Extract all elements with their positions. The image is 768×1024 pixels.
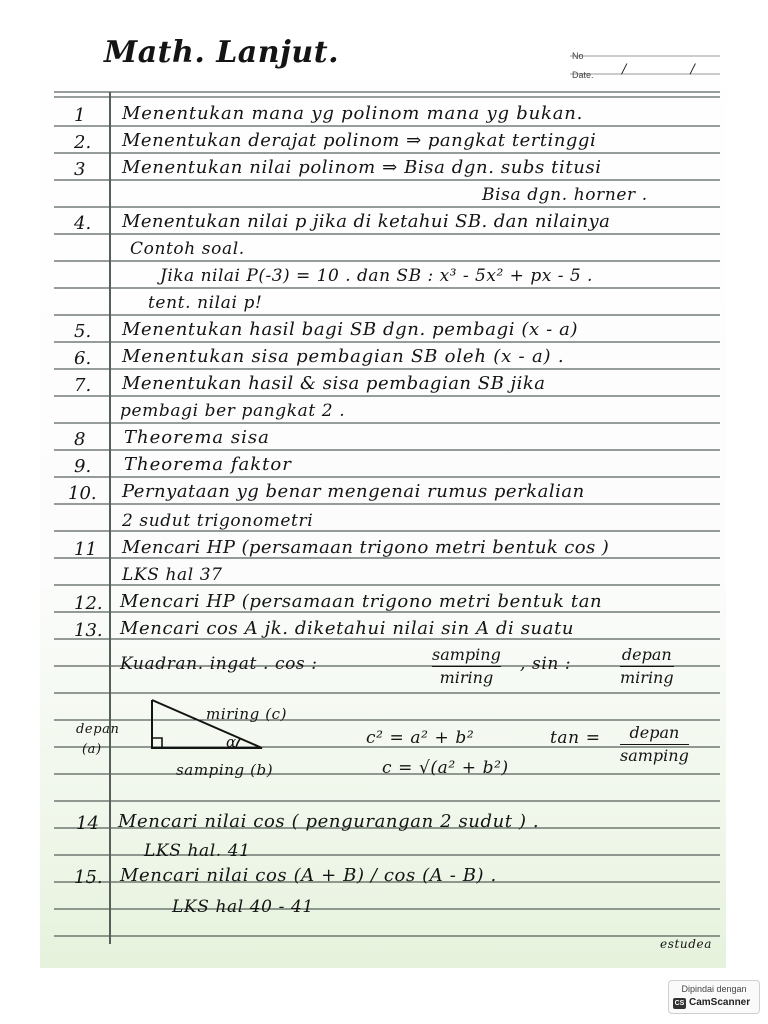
item-number: 12. [74,593,103,614]
scanner-caption: Dipindai dengan [681,984,747,994]
item-number: 4. [74,213,92,234]
cos-denominator: miring [439,668,494,688]
scanner-brand: CamScanner [689,997,751,1008]
item-number: 10. [68,483,97,504]
item-number: 1 [74,105,86,126]
list-item-line: Mencari cos A jk. diketahui nilai sin A di suatu [120,618,575,639]
list-item-line: pembagi ber pangkat 2 . [120,401,346,421]
fraction-bar [432,666,501,667]
angle-label: α [226,733,237,751]
list-item-line: Mencari nilai cos (A + B) / cos (A - B) . [120,865,497,886]
opposite-label-var: (a) [82,742,102,757]
list-item-line: , sin : [520,654,572,674]
item-number: 8 [74,429,86,450]
tan-fraction [620,724,689,765]
list-item-line: LKS hal 37 [122,565,223,585]
sin-fraction [620,646,674,687]
list-item-line: Menentukan sisa pembagian SB oleh (x - a) . [122,346,565,367]
c-root-formula: c = √(a² + b²) [382,758,509,778]
camscanner-logo-icon: CS [674,1000,685,1007]
list-item-line: Theorema sisa [124,427,270,448]
fraction-bar [620,744,689,745]
page-title: Math. Lanjut. [104,35,340,70]
list-item-line: LKS hal. 41 [144,841,251,861]
right-triangle-diagram [140,692,280,762]
signature: estudea [660,937,712,951]
item-number: 9. [74,456,92,477]
list-item-line: Pernyataan yg benar mengenai rumus perkalian [122,481,585,502]
tan-denominator: samping [620,746,689,766]
item-number: 5. [74,321,92,342]
pythagoras-formula: c² = a² + b² [366,728,475,748]
item-number: 7. [74,375,92,396]
margin-line [109,92,111,944]
list-item-line: Mencari HP (persamaan trigono metri bentuk cos ) [122,537,610,558]
item-number: 14 [76,813,99,834]
list-item-line: Bisa dgn. horner . [482,185,648,205]
sin-denominator: miring [620,668,674,688]
camscanner-badge [668,980,760,1014]
list-item-line: Mencari HP (persamaan trigono metri bentuk tan [120,591,603,612]
list-item-line: Contoh soal. [130,239,245,259]
item-number: 13. [74,620,103,641]
list-item-line: LKS hal 40 - 41 [172,897,314,917]
list-item-line: 2 sudut trigonometri [122,511,314,531]
date-label: Date. [572,70,594,80]
tan-numerator: depan [629,723,680,742]
list-item-line: Jika nilai P(-3) = 10 . dan SB : x³ - 5x² + px - 5 . [160,266,593,286]
date-value: / / [622,62,725,77]
list-item-line: Menentukan nilai p jika di ketahui SB. dan nilainya [122,211,611,232]
opposite-label: depan [76,722,120,737]
list-item-line: Mencari nilai cos ( pengurangan 2 sudut ) . [118,811,540,832]
item-number: 11 [74,539,97,560]
item-number: 6. [74,348,92,369]
cos-numerator: samping [432,645,501,664]
fraction-bar [620,666,674,667]
adjacent-label: samping (b) [176,761,274,779]
list-item-line: Menentukan mana yg polinom mana yg bukan. [122,103,584,124]
list-item-line: Theorema faktor [124,454,292,475]
item-number: 15. [74,867,103,888]
item-number: 3 [74,159,86,180]
list-item-line: Menentukan hasil & sisa pembagian SB jika [122,373,546,394]
hypotenuse-label: miring (c) [206,705,288,723]
list-item-line: Menentukan derajat polinom ⇒ pangkat tertinggi [122,130,597,151]
tan-label: tan = [550,728,601,748]
no-label: No [572,51,584,61]
list-item-line: tent. nilai p! [148,293,263,313]
right-angle-mark [152,738,162,748]
item-number: 2. [74,132,92,153]
list-item-line: Kuadran. ingat . cos : [120,654,318,674]
cos-fraction [432,646,501,687]
list-item-line: Menentukan nilai polinom ⇒ Bisa dgn. subs titusi [122,157,602,178]
sin-numerator: depan [621,645,672,664]
list-item-line: Menentukan hasil bagi SB dgn. pembagi (x - a) [122,319,579,340]
